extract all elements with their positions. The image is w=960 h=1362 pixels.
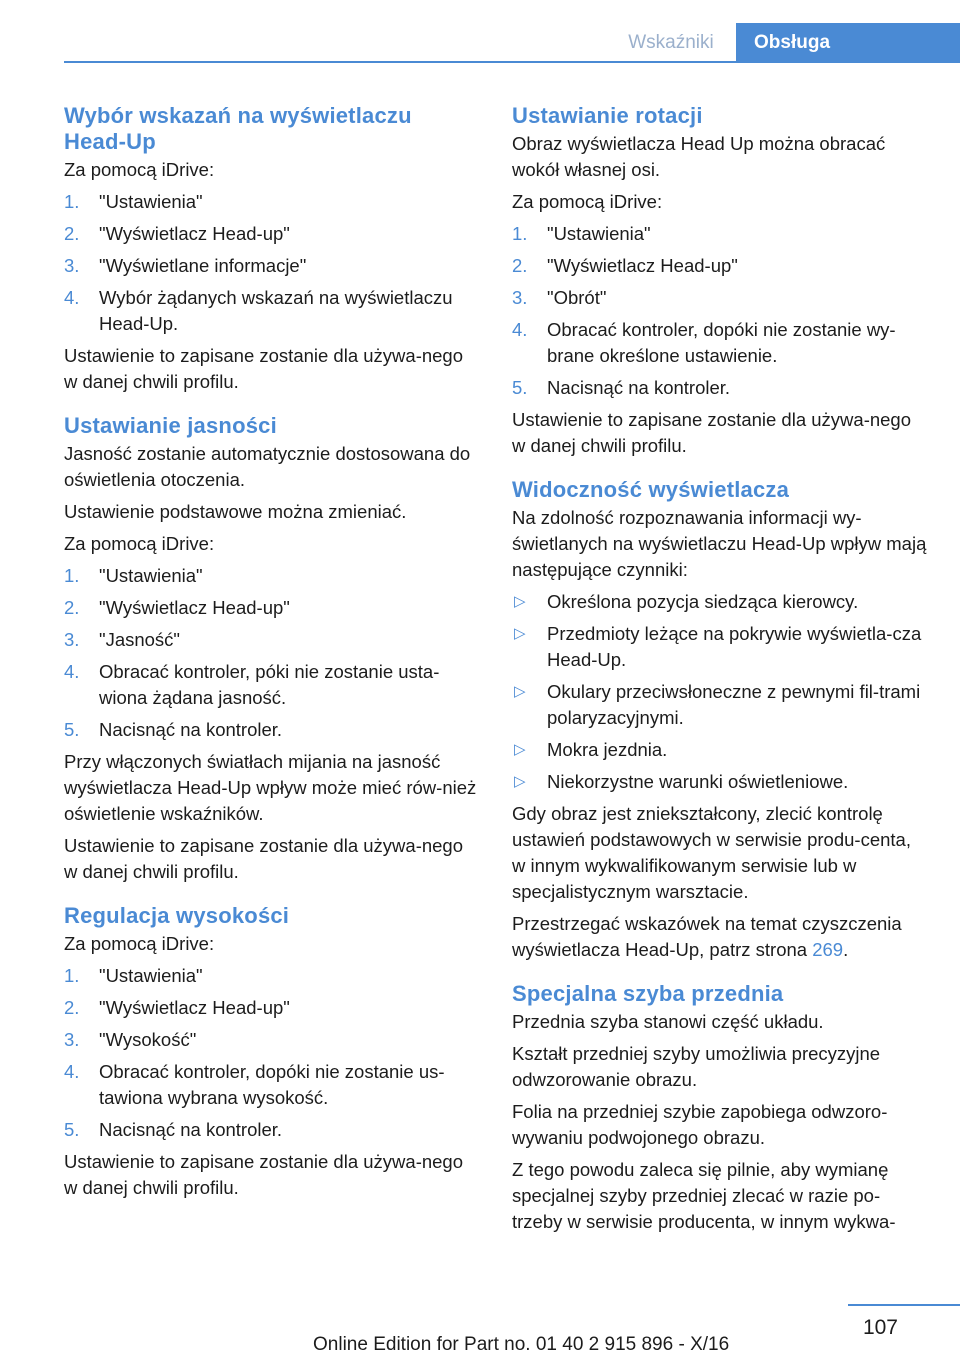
step-text: "Wysokość" xyxy=(99,1029,197,1050)
triangle-bullet-icon: ▷ xyxy=(514,593,526,610)
bullet-text: Określona pozycja siedząca kierowcy. xyxy=(547,591,859,612)
section-height-adjustment xyxy=(64,903,480,1201)
section-heading: Regulacja wysokości xyxy=(64,903,290,928)
list-item xyxy=(512,221,928,247)
step-text: Obracać kontroler, dopóki nie zostanie wy‐brane określone ustawienie. xyxy=(547,319,896,366)
outro-text: Ustawienie to zapisane zostanie dla używa‐nego w danej chwili profilu. xyxy=(64,345,464,392)
outro-text: Ustawienie to zapisane zostanie dla używa‐nego w danej chwili profilu. xyxy=(512,409,912,456)
intro-text: Za pomocą iDrive: xyxy=(64,533,215,554)
step-text: Wybór żądanych wskazań na wyświetlaczu Head-Up. xyxy=(99,287,453,334)
list-item xyxy=(64,595,480,621)
step-text: Nacisnąć na kontroler. xyxy=(99,719,283,740)
bullet-text: Przedmioty leżące na pokrywie wyświetla‐cza Head-Up. xyxy=(547,623,922,670)
list-item xyxy=(512,317,928,369)
page-number: 107 xyxy=(862,1316,898,1339)
step-text: "Ustawienia" xyxy=(99,565,203,586)
section-heading: Wybór wskazań na wyświetlaczu Head-Up xyxy=(64,103,412,154)
list-item xyxy=(64,963,480,989)
step-number: 1. xyxy=(64,965,80,986)
page-header xyxy=(0,0,960,62)
paragraph: Z tego powodu zaleca się pilnie, aby wymianę specjalnej szyby przedniej zlecać w razie po‐trzeby w serwisie producenta, w innym wykwa‐ xyxy=(512,1159,896,1232)
paragraph: Folia na przedniej szybie zapobiega odwzoro‐wywaniu podwojonego obrazu. xyxy=(512,1101,888,1148)
steps-list xyxy=(512,221,928,401)
step-number: 3. xyxy=(512,287,528,308)
list-item xyxy=(64,253,480,279)
outro-text: Ustawienie to zapisane zostanie dla używa‐nego w danej chwili profilu. xyxy=(64,835,464,882)
list-item xyxy=(64,717,480,743)
paragraph: Ustawienie podstawowe można zmieniać. xyxy=(64,501,407,522)
step-number: 2. xyxy=(64,997,80,1018)
step-text: "Wyświetlacz Head-up" xyxy=(99,997,290,1018)
factors-list xyxy=(512,589,928,795)
step-number: 5. xyxy=(64,1119,80,1140)
section-heading: Widoczność wyświetlacza xyxy=(512,477,790,502)
step-number: 1. xyxy=(64,565,80,586)
step-number: 2. xyxy=(512,255,528,276)
step-number: 4. xyxy=(64,661,80,682)
step-number: 4. xyxy=(64,287,80,308)
bullet-text: Okulary przeciwsłoneczne z pewnymi fil‐trami polaryzacyjnymi. xyxy=(547,681,921,728)
section-heading: Specjalna szyba przednia xyxy=(512,981,784,1006)
tab-obsluga[interactable]: Obsługa xyxy=(736,23,960,62)
section-head-up-selection xyxy=(64,103,480,395)
step-number: 5. xyxy=(64,719,80,740)
footer-divider xyxy=(848,1304,960,1306)
tab-wskazniki[interactable]: Wskaźniki xyxy=(628,32,714,53)
step-text: Nacisnąć na kontroler. xyxy=(547,377,731,398)
steps-list xyxy=(64,963,480,1143)
list-item xyxy=(512,737,928,763)
step-text: "Ustawienia" xyxy=(547,223,651,244)
left-column xyxy=(64,103,480,1207)
right-column xyxy=(512,103,928,1241)
list-item xyxy=(512,589,928,615)
paragraph: Kształt przedniej szyby umożliwia precyzyjne odwzorowanie obrazu. xyxy=(512,1043,881,1090)
paragraph-with-link xyxy=(512,911,928,963)
text-span: . xyxy=(843,939,849,960)
list-item xyxy=(512,769,928,795)
list-item xyxy=(64,995,480,1021)
steps-list xyxy=(64,189,480,337)
text-span: Przestrzegać wskazówek na temat czyszczenia wyświetlacza Head-Up, patrz strona xyxy=(512,913,902,960)
step-text: Nacisnąć na kontroler. xyxy=(99,1119,283,1140)
step-number: 2. xyxy=(64,597,80,618)
step-text: "Wyświetlacz Head-up" xyxy=(99,223,290,244)
list-item xyxy=(64,627,480,653)
list-item xyxy=(64,221,480,247)
step-number: 3. xyxy=(64,1029,80,1050)
step-text: Obracać kontroler, dopóki nie zostanie us‐tawiona wybrana wysokość. xyxy=(99,1061,445,1108)
step-text: "Wyświetlacz Head-up" xyxy=(99,597,290,618)
triangle-bullet-icon: ▷ xyxy=(514,773,526,790)
triangle-bullet-icon: ▷ xyxy=(514,741,526,758)
step-number: 1. xyxy=(512,223,528,244)
list-item xyxy=(64,1059,480,1111)
paragraph: Obraz wyświetlacza Head Up można obracać wokół własnej osi. xyxy=(512,133,886,180)
step-number: 3. xyxy=(64,255,80,276)
step-text: "Wyświetlane informacje" xyxy=(99,255,307,276)
step-text: "Ustawienia" xyxy=(99,191,203,212)
list-item xyxy=(64,189,480,215)
triangle-bullet-icon: ▷ xyxy=(514,683,526,700)
section-rotation xyxy=(512,103,928,459)
header-divider xyxy=(64,61,960,63)
section-heading: Ustawianie rotacji xyxy=(512,103,703,128)
step-text: "Obrót" xyxy=(547,287,607,308)
section-display-visibility xyxy=(512,477,928,963)
step-number: 2. xyxy=(64,223,80,244)
paragraph: Przy włączonych światłach mijania na jasność wyświetlacza Head-Up wpływ może mieć rów‐nież oświetlenie wskaźników. xyxy=(64,751,477,824)
list-item xyxy=(512,253,928,279)
intro-text: Za pomocą iDrive: xyxy=(64,933,215,954)
bullet-text: Niekorzystne warunki oświetleniowe. xyxy=(547,771,849,792)
paragraph: Gdy obraz jest zniekształcony, zlecić kontrolę ustawień podstawowych w serwisie produ‐centa, w innym wykwalifikowanym serwisie lub w specjalistycznym warsztacie. xyxy=(512,803,911,902)
list-item xyxy=(64,285,480,337)
triangle-bullet-icon: ▷ xyxy=(514,625,526,642)
step-text: "Jasność" xyxy=(99,629,181,650)
step-text: "Wyświetlacz Head-up" xyxy=(547,255,738,276)
outro-text: Ustawienie to zapisane zostanie dla używa‐nego w danej chwili profilu. xyxy=(64,1151,464,1198)
step-text: "Ustawienia" xyxy=(99,965,203,986)
list-item xyxy=(64,1027,480,1053)
paragraph: Na zdolność rozpoznawania informacji wy‐świetlanych na wyświetlaczu Head-Up wpływ mają następujące czynniki: xyxy=(512,507,927,580)
list-item xyxy=(64,563,480,589)
section-brightness xyxy=(64,413,480,885)
bullet-text: Mokra jezdnia. xyxy=(547,739,668,760)
intro-text: Za pomocą iDrive: xyxy=(64,159,215,180)
step-number: 1. xyxy=(64,191,80,212)
step-number: 3. xyxy=(64,629,80,650)
section-special-windshield xyxy=(512,981,928,1235)
step-number: 4. xyxy=(64,1061,80,1082)
list-item xyxy=(64,659,480,711)
intro-text: Za pomocą iDrive: xyxy=(512,191,663,212)
paragraph: Przednia szyba stanowi część układu. xyxy=(512,1011,824,1032)
edition-footer: Online Edition for Part no. 01 40 2 915 896 - X/16 xyxy=(313,1334,730,1355)
paragraph: Jasność zostanie automatycznie dostosowana do oświetlenia otoczenia. xyxy=(64,443,471,490)
steps-list xyxy=(64,563,480,743)
step-text: Obracać kontroler, póki nie zostanie usta‐wiona żądana jasność. xyxy=(99,661,440,708)
step-number: 5. xyxy=(512,377,528,398)
list-item xyxy=(64,1117,480,1143)
list-item xyxy=(512,285,928,311)
list-item xyxy=(512,621,928,673)
list-item xyxy=(512,375,928,401)
step-number: 4. xyxy=(512,319,528,340)
section-heading: Ustawianie jasności xyxy=(64,413,277,438)
list-item xyxy=(512,679,928,731)
page-reference-link[interactable]: 269 xyxy=(812,939,844,960)
